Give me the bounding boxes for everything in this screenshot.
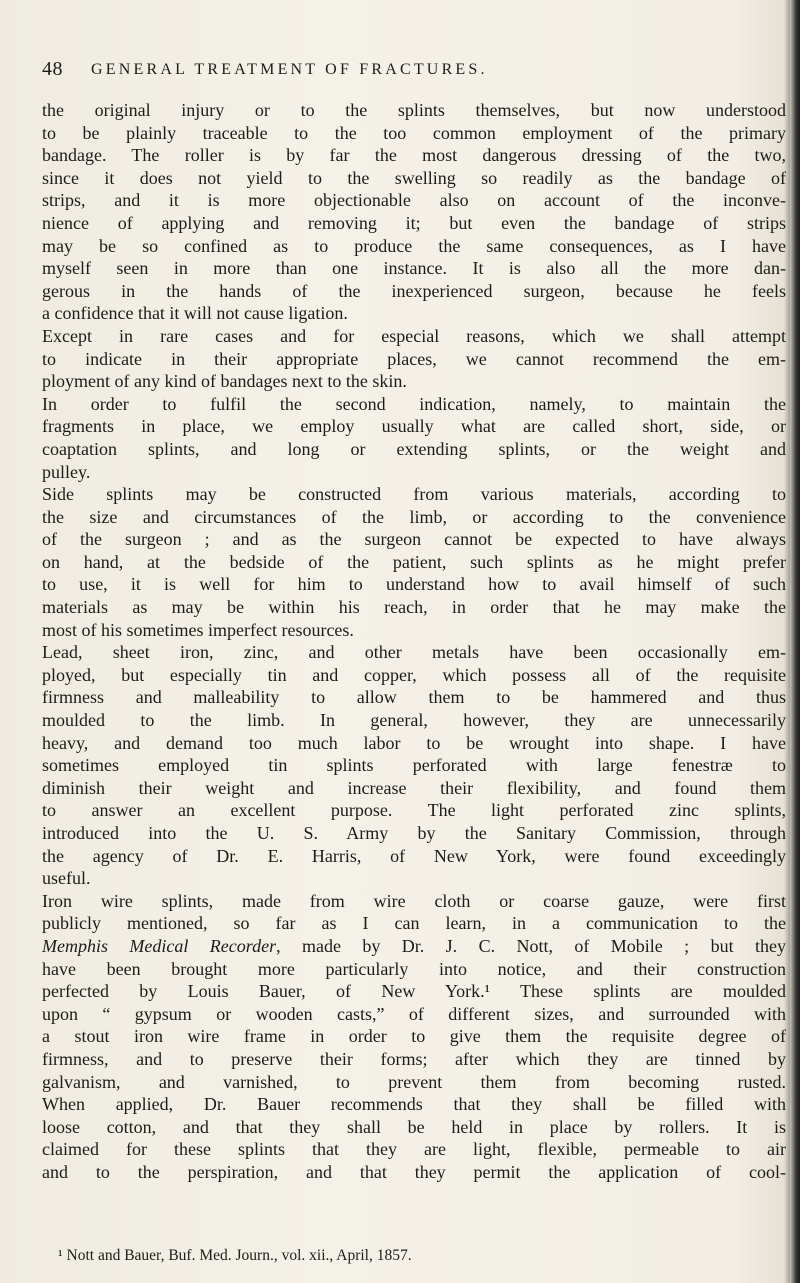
text-line: coaptation splints, and long or extending splints, or the weight and [42,438,786,459]
text-line: Iron wire splints, made from wire cloth or coarse gauze, were first [42,890,786,911]
text-line: ployed, but especially tin and copper, which possess all of the requisite [42,664,786,685]
page-number: 48 [42,58,63,80]
text-line: firmness and malleability to allow them to be hammered and thus [42,687,786,708]
text-line: myself seen in more than one instance. It is also all the more dan- [42,258,786,279]
text-line: Side splints may be constructed from various materials, according to [42,484,786,505]
text-line: In order to fulfil the second indication, namely, to maintain the [42,393,786,414]
text-line: to use, it is well for him to understand how to avail himself of such [42,574,786,595]
text-line: When applied, Dr. Bauer recommends that they shall be filled with [42,1094,786,1115]
text-line: the size and circumstances of the limb, or according to the convenience [42,506,786,527]
text-line: heavy, and demand too much labor to be wrought into shape. I have [42,732,786,753]
text-line: Lead, sheet iron, zinc, and other metals have been occasionally em- [42,642,786,663]
text-line: strips, and it is more objectionable also on account of the inconve- [42,190,786,211]
text-line: materials as may be within his reach, in order that he may make the [42,597,786,618]
text-line: diminish their weight and increase their flexibility, and found them [42,777,786,798]
text-line: to answer an excellent purpose. The light perforated zinc splints, [42,800,786,821]
text-line: have been brought more particularly into notice, and their construction [42,958,786,979]
text-line: introduced into the U. S. Army by the Sanitary Commission, through [42,823,786,843]
text-line: bandage. The roller is by far the most dangerous dressing of the two, [42,145,786,166]
text-line: may be so confined as to produce the same consequences, as I have [42,235,786,256]
text-line: nience of applying and removing it; but even the bandage of strips [42,212,786,233]
text-line: to be plainly traceable to the too common employment of the primary [42,122,786,143]
text-line: gerous in the hands of the inexperienced surgeon, because he feels [42,280,786,301]
text-line: on hand, at the bedside of the patient, such splints as he might prefer [42,551,786,572]
journal-title: Memphis Medical Recorder [42,935,277,956]
text-line: pulley. [42,461,91,482]
text-line: Memphis Medical Recorder, made by Dr. J. C. Nott, of Mobile ; but they [42,935,786,956]
text-line: and to the perspiration, and that they permit the application of cool- [42,1161,786,1182]
text-line: ployment of any kind of bandages next to the skin. [42,371,407,392]
text-line: a confidence that it will not cause ligation. [42,303,348,324]
text-line: upon “ gypsum or wooden casts,” of different sizes, and surrounded with [42,1003,786,1024]
text-line: of the surgeon ; and as the surgeon cannot be expected to have always [42,529,786,550]
text-line: fragments in place, we employ usually what are called short, side, or [42,416,786,437]
running-head: GENERAL TREATMENT OF FRACTURES. [91,61,488,78]
text-line: to indicate in their appropriate places, we cannot recommend the em- [42,348,786,369]
text-line: the original injury or to the splints themselves, but now understood [42,100,786,120]
text-line: moulded to the limb. In general, however, they are unnecessarily [42,710,786,731]
text-line: publicly mentioned, so far as I can learn, in a communication to the [42,913,786,934]
footnote: ¹ Nott and Bauer, Buf. Med. Journ., vol. xii., April, 1857. [58,1247,412,1264]
text-line: sometimes employed tin splints perforated with large fenestræ to [42,755,786,776]
text-line: Except in rare cases and for especial reasons, which we shall attempt [42,325,786,346]
text-line: perfected by Louis Bauer, of New York.¹ These splints are moulded [42,981,786,1002]
page-header [42,58,782,82]
text-line: the agency of Dr. E. Harris, of New York, were found exceedingly [42,845,786,866]
text-line: most of his sometimes imperfect resources. [42,619,354,640]
page-edge-shadow [790,0,800,1283]
text-line: since it does not yield to the swelling so readily as the bandage of [42,167,786,188]
text-line: loose cotton, and that they shall be held in place by rollers. It is [42,1116,786,1137]
text-line: firmness, and to preserve their forms; after which they are tinned by [42,1048,786,1069]
text-line: claimed for these splints that they are light, flexible, permeable to air [42,1139,786,1160]
text-line: a stout iron wire frame in order to give them the requisite degree of [42,1026,786,1047]
text-line: galvanism, and varnished, to prevent them from becoming rusted. [42,1071,786,1092]
text-line: useful. [42,868,91,889]
body-text [42,99,786,1184]
